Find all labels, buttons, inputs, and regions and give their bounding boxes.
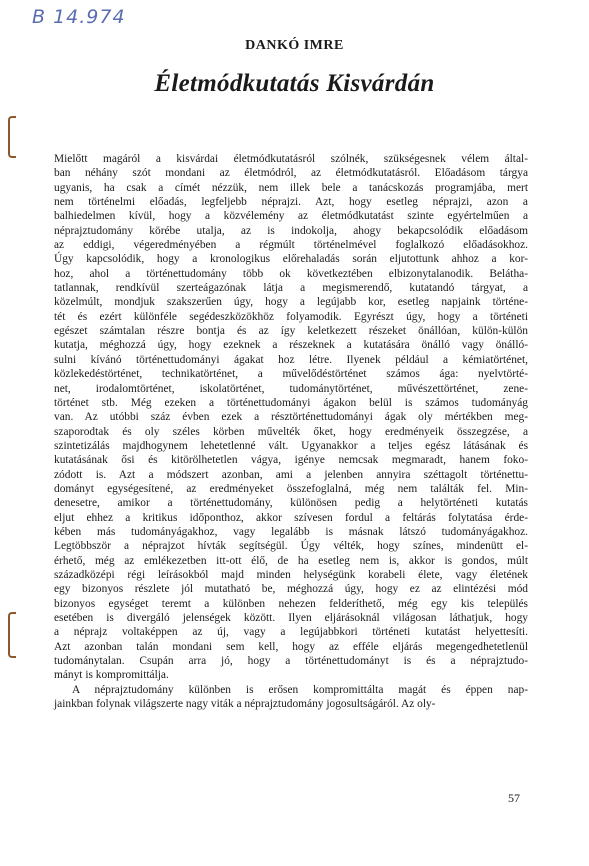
body-line: mányt is kompromittálja.: [54, 669, 169, 682]
body-line: közelmúlt, mondjuk szakszerűen úgy, hogy a legújabb kor, esetleg napjaink történe-: [54, 296, 528, 309]
page-number: 57: [508, 791, 520, 805]
body-line: Legtöbbször a néprajzot hívták segítségül. Úgy vélték, hogy színes, mindenütt el-: [54, 540, 528, 553]
body-line: egy bizonyos részlete jól mutatható be, méghozzá úgy, hogy ez az elintézési mód: [54, 583, 528, 596]
body-line: századközépi régi leírásokból majd minden helységünk korabeli élete, vagy életének: [54, 568, 528, 581]
body-line: dományt egységesítené, az eredményeket összefoglalná, még nem találták fel. Min-: [54, 482, 528, 495]
body-line: szintetizálás majdhogynem lehetetlenné vált. Ugyanakkor a teljes egész látásának és: [54, 439, 528, 452]
body-line: balhiedelmen kívül, hogy a közvélemény az életmódkutatást szinte egyértelműen a: [54, 210, 528, 223]
body-line: szaporodtak és oly széles körben művelték őket, hogy eredményeik összegzése, a: [54, 425, 528, 438]
body-line: eljut ehhez a kritikus időponthoz, akkor szívesen fordul a feltárás folytatása érde-: [54, 511, 528, 524]
body-line: történet stb. Még ezeken a történettudományi ágakon belül is számos tudományág: [54, 396, 528, 409]
body-line: denesetre, amikor a történettudomány, különösen pedig a helytörténeti kutatás: [54, 497, 528, 510]
body-line: ugyanis, ha csak a címét nézzük, nem illek bele a tanácskozás programjába, mert: [54, 181, 528, 194]
body-line: kutatja, méghozzá úgy, hogy ezeknek a részeknek a kutatására önálló vagy önálló-: [54, 339, 528, 352]
body-line: ban néhány szót mondani az életmódról, az életmódkutatásról. Előadásom tárgya: [54, 167, 528, 180]
staple-top: [8, 116, 16, 158]
article-title: Életmódkutatás Kisvárdán: [154, 70, 435, 97]
body-line: érhető, még az emlékezetben itt-ott élő, de ha esetleg nem is, akkor is gondos, múlt: [54, 554, 528, 567]
body-line: A néprajztudomány különben is erősen kompromittálta magát és éppen nap-: [72, 683, 528, 696]
article-body: [54, 152, 528, 711]
body-line: közlekedéstörténet, technikatörténet, a művelődéstörténet számos ága: nyelvtörté-: [54, 368, 528, 381]
body-line: néprajztudomány körébe utalja, az is indokolja, ahogy bekapcsolódik előadásom: [54, 224, 528, 237]
body-line: esetében is divergáló jelenségek között. Ilyen eljárásoknál világosan láthatjuk, hogy: [54, 612, 528, 624]
body-line: sulni kívánó történettudományi ágakat hoz létre. Ilyenek például a kémiatörténet,: [54, 353, 528, 366]
body-line: nem történelmi előadás, legfeljebb néprajzi. Azt, hogy esetleg néprajzi, azon a: [54, 196, 528, 209]
body-line: hoz, ahol a történettudomány több ok következtében elbizonytalanodik. Belátha-: [54, 267, 528, 280]
body-line: bizonyos egységet teremt a különben nehezen felderíthető, még egy kis település: [54, 597, 528, 610]
author-name: DANKÓ IMRE: [245, 38, 344, 53]
body-line: Azt azonban talán mondani sem kell, hogy az efféle eljárás megengedhetetlenül: [54, 640, 528, 653]
body-line: tét és ezért különféle segédeszközökhöz folyamodik. Egyrészt úgy, hogy a történeti: [54, 310, 528, 323]
handwritten-catalog-note: B 14.974: [32, 6, 126, 28]
body-line: tudománytalan. Csupán arra jó, hogy a történettudományt is és a néprajztudo-: [54, 655, 528, 668]
body-line: jainkban folynak világszerte nagy viták a néprajztudomány jogosultságáról. Az oly-: [54, 698, 436, 711]
body-line: Mielőtt magáról a kisvárdai életmódkutatásról szólnék, szükségesnek vélem által-: [54, 153, 528, 165]
body-line: tatlannak, rendkívül szerteágazónak látja a megismerendő, kutatandó tárgyat, a: [54, 282, 528, 295]
body-line: Úgy kapcsolódik, hogy a kronologikus előrehaladás során eljutottunk ahhoz a kor-: [54, 253, 528, 266]
body-line: van. Az utóbbi száz évben ezek a résztörténettudományi ágak oly mértékben meg-: [54, 411, 528, 424]
staple-bottom: [8, 612, 16, 658]
body-line: a néprajz voltaképpen az új, vagy a legújabbkori történeti kutatást helyettesíti.: [54, 626, 528, 639]
body-line: net, irodalomtörténet, iskolatörténet, tudománytörténet, művészettörténet, zene-: [54, 382, 528, 395]
body-line: kében más tudományágakhoz, vagy legalább is másnak látszó tudományágakhoz.: [54, 525, 528, 538]
body-line: egészet számtalan részre bontja és az így keletkezett részeket önállóan, külön-külön: [54, 325, 528, 338]
body-line: zódott is. Azt a módszert azonban, ami a jelenben annyira széttagolt történettu-: [54, 468, 528, 481]
body-line: az eddigi, végeredményében a régmúlt történelmével foglalkozó előadásokhoz.: [54, 239, 528, 252]
body-line: kutatásának ősi és kitörölhetetlen vágya, igénye nemcsak megmaradt, hanem foko-: [54, 454, 528, 467]
